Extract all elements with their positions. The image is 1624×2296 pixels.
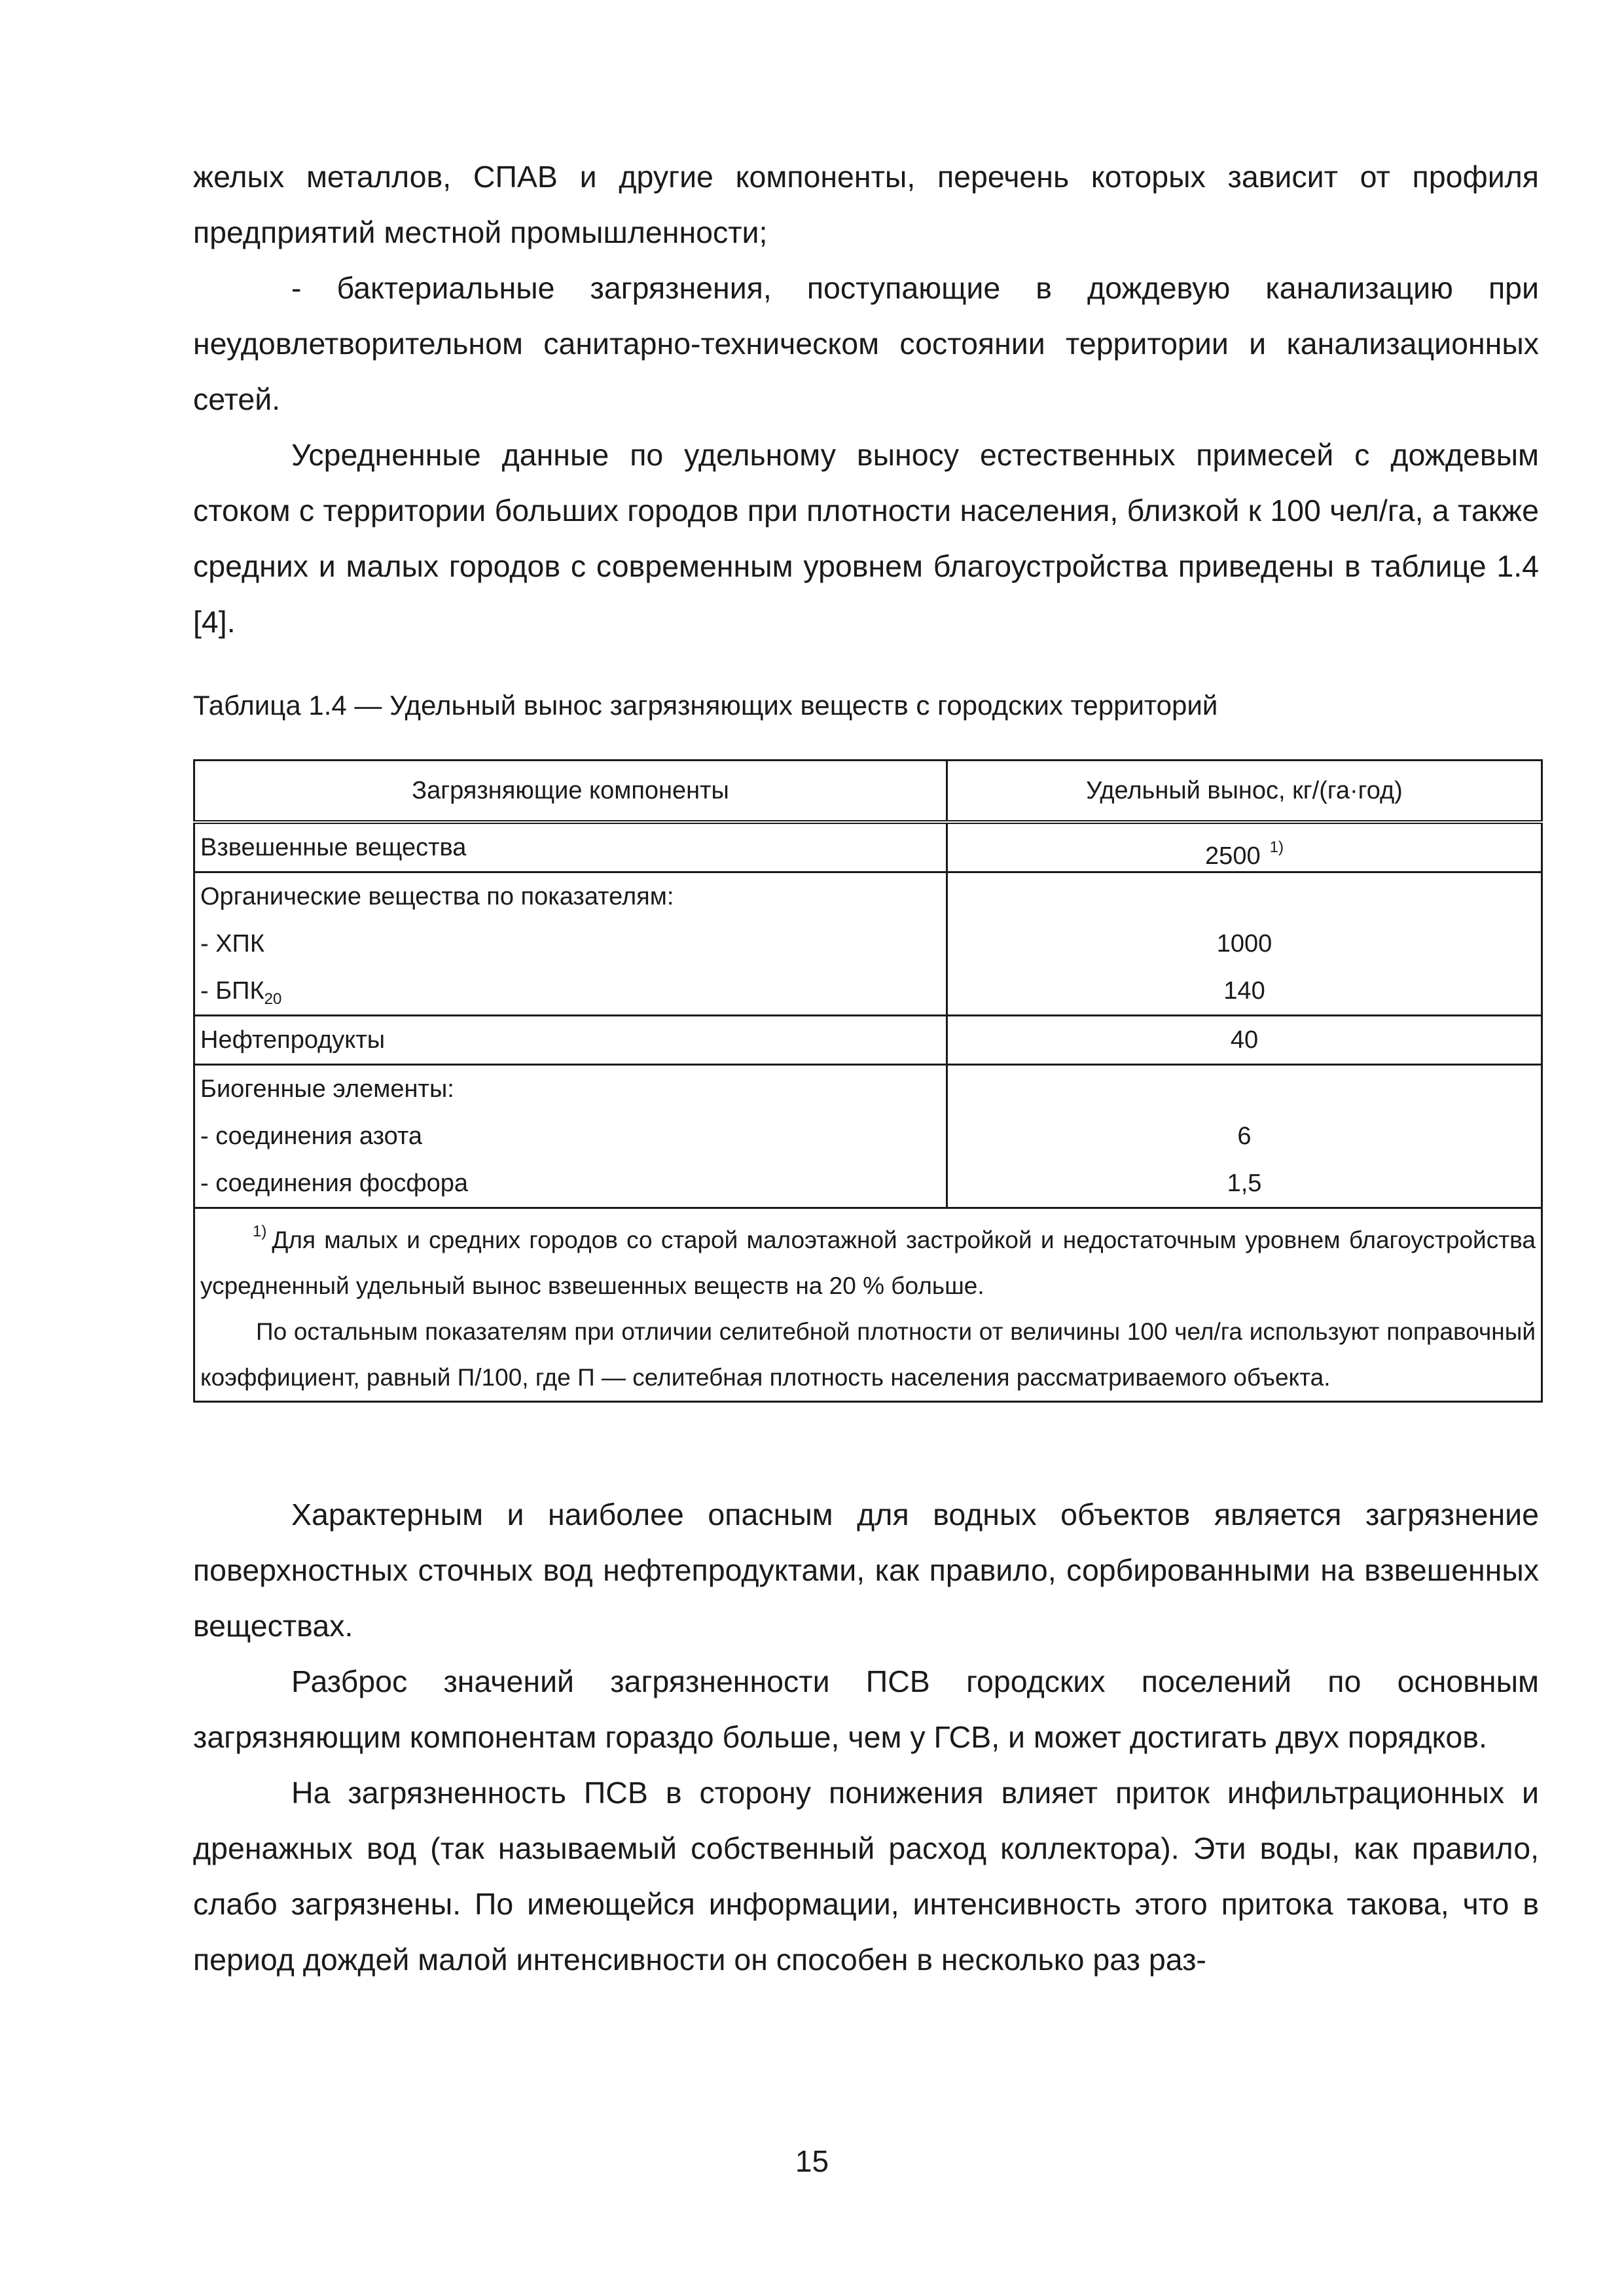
table-note [194, 1208, 1542, 1402]
row-value-oil: 40 [1230, 1026, 1259, 1054]
row-value-suspended [953, 824, 1536, 871]
header-specific-load: Удельный вынос, кг/(га·год) [947, 761, 1542, 823]
row-value-bod: 140 [1223, 977, 1265, 1005]
row-value-cod: 1000 [1216, 930, 1272, 958]
note-text-1: Для малых и средних городов со старой малоэтажной застройкой и недостаточным уровнем благоустройства усредненный удельный вынос взвешенных веществ на 20 % больше. [200, 1227, 1536, 1299]
suspended-value: 2500 [1205, 842, 1261, 870]
row-label-nutrients: Биогенные элементы: [200, 1075, 454, 1103]
intro-text [193, 149, 1539, 650]
pollutant-table [193, 759, 1543, 1403]
row-value-nitrogen: 6 [1237, 1122, 1252, 1150]
page-number: 15 [795, 2144, 829, 2178]
footnote-mark: 1) [1269, 838, 1284, 856]
row-label-oil: Нефтепродукты [200, 1026, 386, 1054]
table-note-row [194, 1208, 1542, 1402]
header-components: Загрязняющие компоненты [194, 761, 947, 823]
row-label-organic: Органические вещества по показателям: [200, 883, 674, 910]
row-label-nitrogen: - соединения азота [200, 1122, 423, 1150]
table-row [194, 1065, 1542, 1208]
table-row [194, 872, 1542, 1016]
intro-paragraph-2: - бактериальные загрязнения, поступающие в дождевую канализацию при неудовлетворительном санитарно-техническом состоянии территории и канализационных сетей. [193, 271, 1539, 416]
bod-label-subscript: 20 [264, 990, 282, 1008]
table-row [194, 1016, 1542, 1065]
row-label-phosphorus: - соединения фосфора [200, 1170, 469, 1197]
note-paragraph-1 [200, 1209, 1536, 1309]
table-row [194, 822, 1542, 872]
after-paragraph-3: На загрязненность ПСВ в сторону понижения влияет приток инфильтрационных и дренажных вод (так называемый собственный расход коллектора). Эти воды, как правило, слабо загрязнены. По имеющейся информации, интенсивность этого притока такова, что в период дождей малой интенсивности он способен в несколько раз раз- [193, 1776, 1539, 1977]
row-label-bod [200, 967, 941, 1014]
row-label-suspended: Взвешенные вещества [200, 834, 467, 861]
note-paragraph-2: По остальным показателям при отличии селитебной плотности от величины 100 чел/га используют поправочный коэффициент, равный П/100, где П — селитебная плотность населения рассматриваемого объекта. [200, 1318, 1536, 1391]
intro-paragraph-3: Усредненные данные по удельному выносу естественных примесей с дождевым стоком с территории больших городов при плотности населения, близкой к 100 чел/га, а также средних и малых городов с современным уровнем благоустройства приведены в таблице 1.4 [4]. [193, 438, 1539, 639]
bod-label-main: - БПК [200, 977, 264, 1005]
table-header-row [194, 761, 1542, 823]
after-text [193, 1487, 1539, 1988]
row-label-cod: - ХПК [200, 930, 265, 958]
row-value-phosphorus: 1,5 [1227, 1170, 1262, 1197]
table-caption: Таблица 1.4 — Удельный вынос загрязняющих веществ с городских территорий [193, 690, 1218, 721]
after-paragraph-2: Разброс значений загрязненности ПСВ городских поселений по основным загрязняющим компонентам гораздо больше, чем у ГСВ, и может достигать двух порядков. [193, 1664, 1539, 1754]
note-footnote-mark: 1) [253, 1223, 267, 1240]
intro-paragraph-1: желых металлов, СПАВ и другие компоненты, перечень которых зависит от профиля предприятий местной промышленности; [193, 160, 1539, 249]
after-paragraph-1: Характерным и наиболее опасным для водных объектов является загрязнение поверхностных сточных вод нефтепродуктами, как правило, сорбированными на взвешенных веществах. [193, 1498, 1539, 1643]
